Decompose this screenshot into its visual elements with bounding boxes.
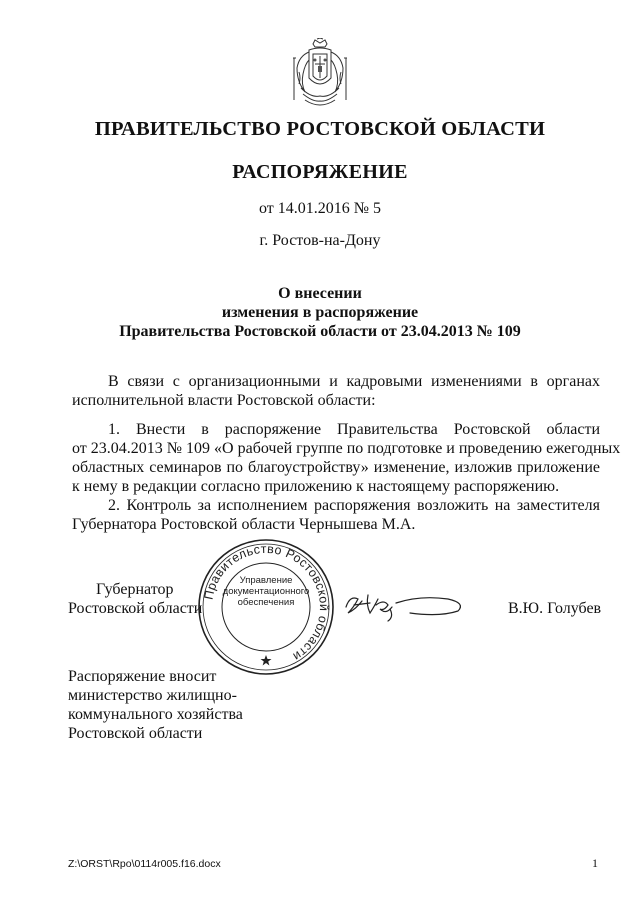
- paragraph-2-line: 1. Внести в распоряжение Правительства Ростовской области: [108, 421, 600, 438]
- page-number: 1: [592, 856, 598, 870]
- paragraph-1-line: исполнительной власти Ростовской области:: [72, 392, 376, 409]
- coat-of-arms-icon: [291, 38, 349, 110]
- author-note-line: Распоряжение вносит: [68, 668, 217, 685]
- document-type: РАСПОРЯЖЕНИЕ: [232, 161, 408, 183]
- seal-center-line: обеспечения: [237, 597, 295, 608]
- footer-file-path: Z:\ORST\Rpo\0114r005.f16.docx: [68, 858, 221, 870]
- signatory-position-line-2: Ростовской области: [68, 600, 203, 617]
- signatory-name: В.Ю. Голубев: [508, 600, 602, 617]
- paragraph-3-line: 2. Контроль за исполнением распоряжения возложить на заместителя: [108, 497, 600, 514]
- author-note-line: министерство жилищно-: [68, 687, 237, 704]
- subject-line-2: изменения в распоряжение: [221, 304, 419, 321]
- signatory-position-line-1: Губернатор: [96, 581, 174, 598]
- date-number-line: от 14.01.2016 № 5: [258, 200, 382, 217]
- paragraph-2-line: к нему в редакции согласно приложению к настоящему распоряжению.: [72, 478, 560, 495]
- government-title: ПРАВИТЕЛЬСТВО РОСТОВСКОЙ ОБЛАСТИ: [94, 118, 546, 140]
- subject-line-1: О внесении: [278, 285, 362, 302]
- paragraph-3-line: Губернатора Ростовской области Чернышева М.А.: [72, 516, 416, 533]
- author-note-line: коммунального хозяйства: [68, 706, 243, 723]
- seal-center-line: Управление: [239, 575, 293, 586]
- seal-ring-text: Правительство Ростовской области: [201, 541, 332, 664]
- seal-center-line: документационного: [222, 586, 310, 597]
- city-line: г. Ростов-на-Дону: [259, 232, 381, 249]
- subject-line-3: Правительства Ростовской области от 23.04.2013 № 109: [119, 323, 521, 340]
- paragraph-2-line: областных семинаров по благоустройству» изменение, изложив приложение: [72, 459, 600, 476]
- seal-center-text: [222, 575, 310, 608]
- paragraph-2-line: от 23.04.2013 № 109 «О рабочей группе по подготовке и проведению ежегодных: [72, 440, 621, 457]
- author-note-line: Ростовской области: [68, 725, 203, 742]
- handwritten-signature: [340, 585, 470, 625]
- paragraph-1-line: В связи с организационными и кадровыми изменениями в органах: [108, 373, 600, 390]
